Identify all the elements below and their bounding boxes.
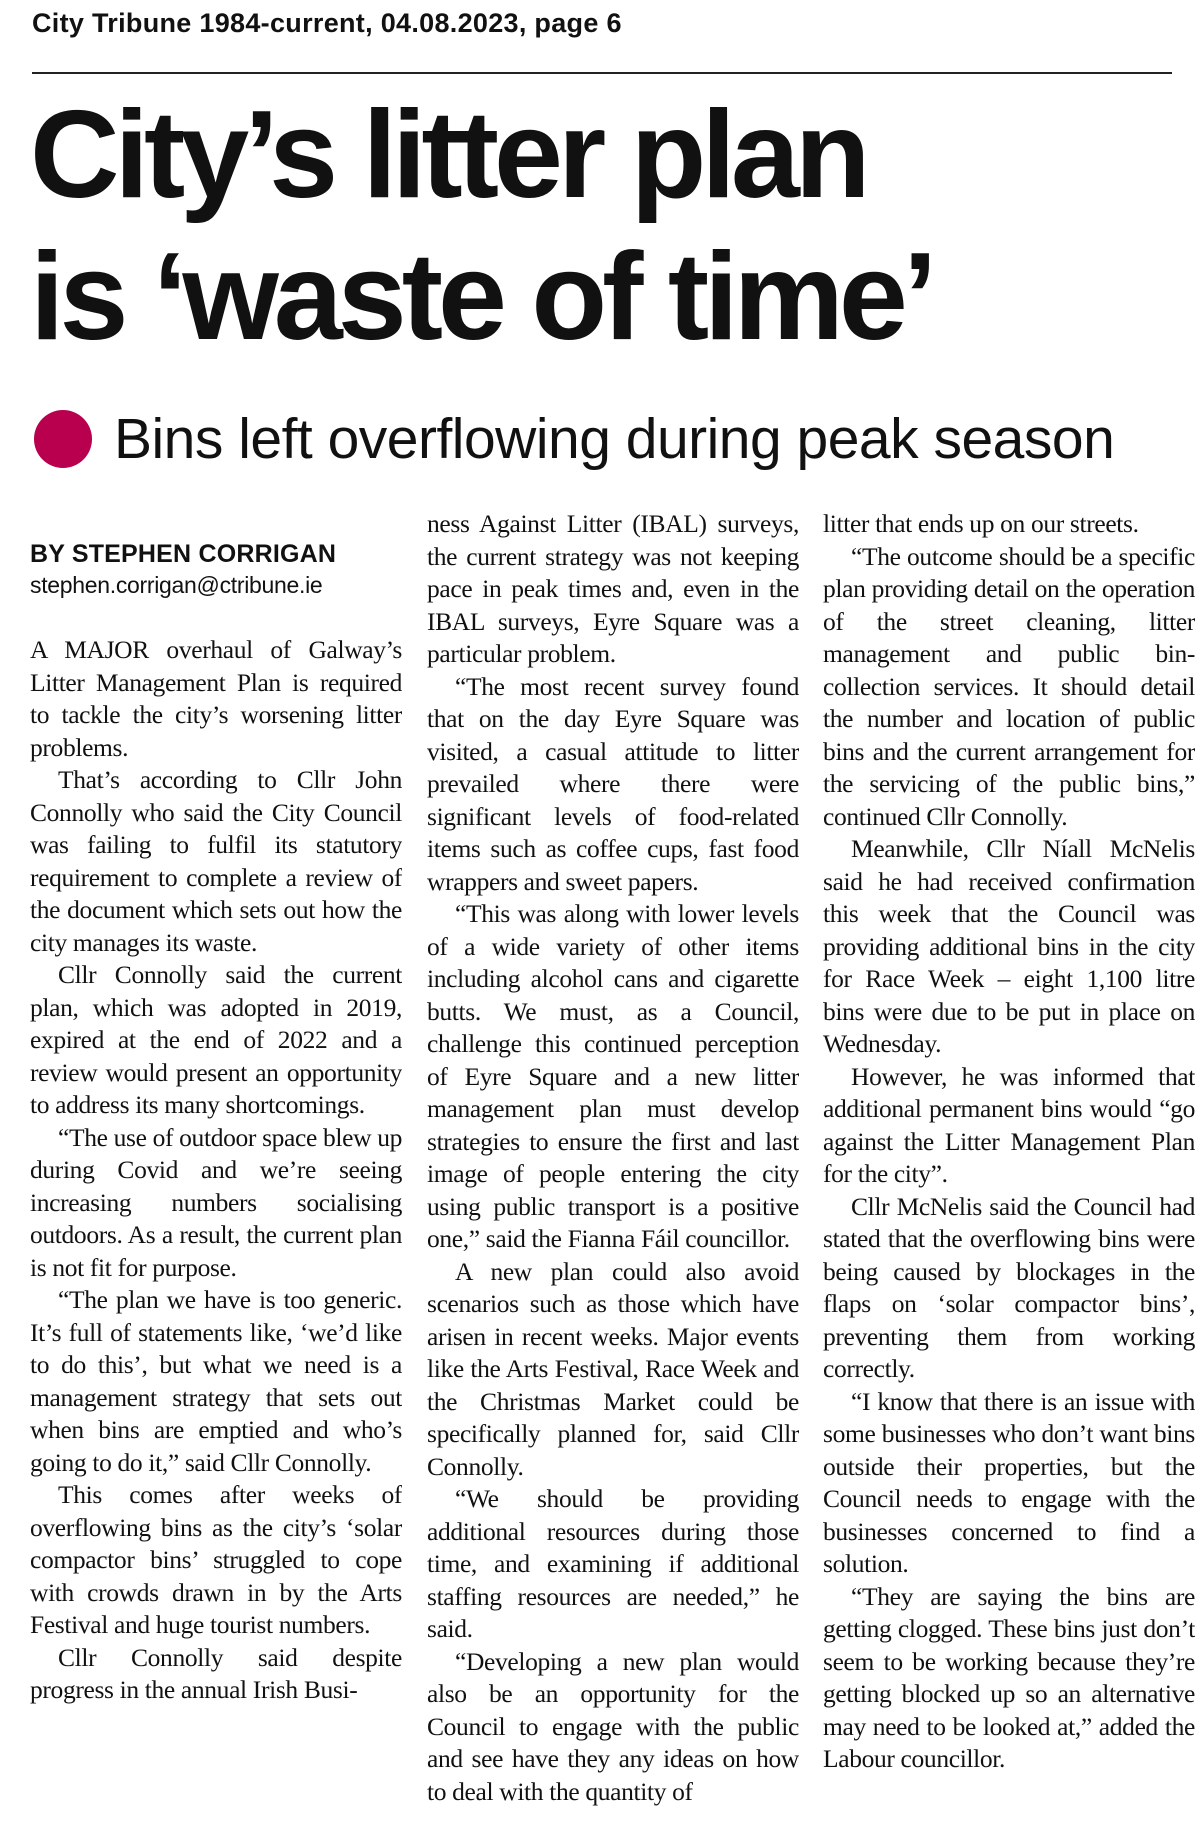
byline-email[interactable]: stephen.corrigan@ctribune.ie <box>30 572 323 598</box>
bullet-dot-icon <box>34 410 92 468</box>
headline <box>30 84 1190 368</box>
headline-line-2: is ‘waste of time’ <box>30 228 933 366</box>
paragraph: “We should be providing additional resources during those time, and examining if additional staffing resources are needed,” he said. <box>427 1484 799 1643</box>
article-column-2 <box>427 508 799 1838</box>
paragraph: Cllr McNelis said the Council had stated that the overflowing bins were being caused by blockages in the flaps on ‘solar compactor bins’, preventing them from working correctly. <box>823 1191 1195 1383</box>
paragraph: “The most recent survey found that on the day Eyre Square was visited, a casual attitude to litter prevailed where there were significant levels of food-related items such as coffee cups, fast food wrappers and sweet papers. <box>427 671 799 896</box>
paragraph: “I know that there is an issue with some businesses who don’t want bins outside their properties, but the Council needs to engage with the businesses concerned to find a solution. <box>823 1386 1195 1578</box>
subheadline <box>34 404 1114 474</box>
header-rule <box>32 72 1172 74</box>
paragraph: ness Against Litter (IBAL) surveys, the current strategy was not keeping pace in peak times and, even in the IBAL surveys, Eyre Square was a particular problem. <box>427 509 799 668</box>
headline-line-1: City’s litter plan <box>30 86 866 224</box>
paragraph: “This was along with lower levels of a wide variety of other items including alcohol cans and cigarette butts. We must, as a Council, challenge this continued perception of Eyre Square and a new litter management plan must develop strategies to ensure the first and last image of people entering the city using public transport is a positive one,” said the Fianna Fáil councillor. <box>427 899 799 1253</box>
paragraph: However, he was informed that additional permanent bins would “go against the Litter Management Plan for the city”. <box>823 1061 1195 1188</box>
paragraph: A new plan could also avoid scenarios such as those which have arisen in recent weeks. Major events like the Arts Festival, Race Week and the Christmas Market could be specifically planned for, said Cllr Connolly. <box>427 1256 799 1481</box>
byline-author: BY STEPHEN CORRIGAN <box>30 540 337 568</box>
paragraph: Cllr Connolly said the current plan, which was adopted in 2019, expired at the end of 2022 and a review would present an opportunity to address its many shortcomings. <box>30 960 402 1119</box>
paragraph: “The use of outdoor space blew up during Covid and we’re seeing increasing numbers socialising outdoors. As a result, the current plan is not fit for purpose. <box>30 1122 402 1282</box>
article-column-1 <box>30 634 402 1838</box>
paragraph: That’s according to Cllr John Connolly who said the City Council was failing to fulfil its statutory requirement to complete a review of the document which sets out how the city manages its waste. <box>30 765 402 957</box>
article-column-3 <box>823 508 1195 1838</box>
paragraph: “They are saying the bins are getting clogged. These bins just don’t seem to be working because they’re getting blocked up so an alternative may need to be looked at,” added the Labour councillor. <box>823 1581 1195 1773</box>
subheadline-text: Bins left overflowing during peak season <box>114 407 1115 471</box>
paragraph: “Developing a new plan would also be an opportunity for the Council to engage with the public and see have they any ideas on how to deal with the quantity of <box>427 1646 799 1806</box>
paragraph: “The plan we have is too generic. It’s full of statements like, ‘we’d like to do this’, but what we need is a management strategy that sets out when bins are emptied and who’s going to do it,” said Cllr Connolly. <box>30 1285 402 1477</box>
paragraph: This comes after weeks of overflowing bins as the city’s ‘solar compactor bins’ struggled to cope with crowds drawn in by the Arts Festival and huge tourist numbers. <box>30 1480 402 1639</box>
paragraph: Cllr Connolly said despite progress in the annual Irish Busi- <box>30 1642 402 1704</box>
paragraph: “The outcome should be a specific plan providing detail on the operation of the street cleaning, litter management and public bin-collection services. It should detail the number and location of public bins and the current arrangement for the servicing of the public bins,” continued Cllr Connolly. <box>823 541 1195 831</box>
paragraph: Meanwhile, Cllr Níall McNelis said he had received confirmation this week that the Council was providing additional bins in the city for Race Week – eight 1,100 litre bins were due to be put in place on Wednesday. <box>823 834 1195 1058</box>
byline <box>30 538 402 600</box>
paragraph: litter that ends up on our streets. <box>823 509 1139 538</box>
source-line: City Tribune 1984-current, 04.08.2023, page 6 <box>32 8 622 38</box>
paragraph: A MAJOR overhaul of Galway’s Litter Management Plan is required to tackle the city’s worsening litter problems. <box>30 635 402 762</box>
